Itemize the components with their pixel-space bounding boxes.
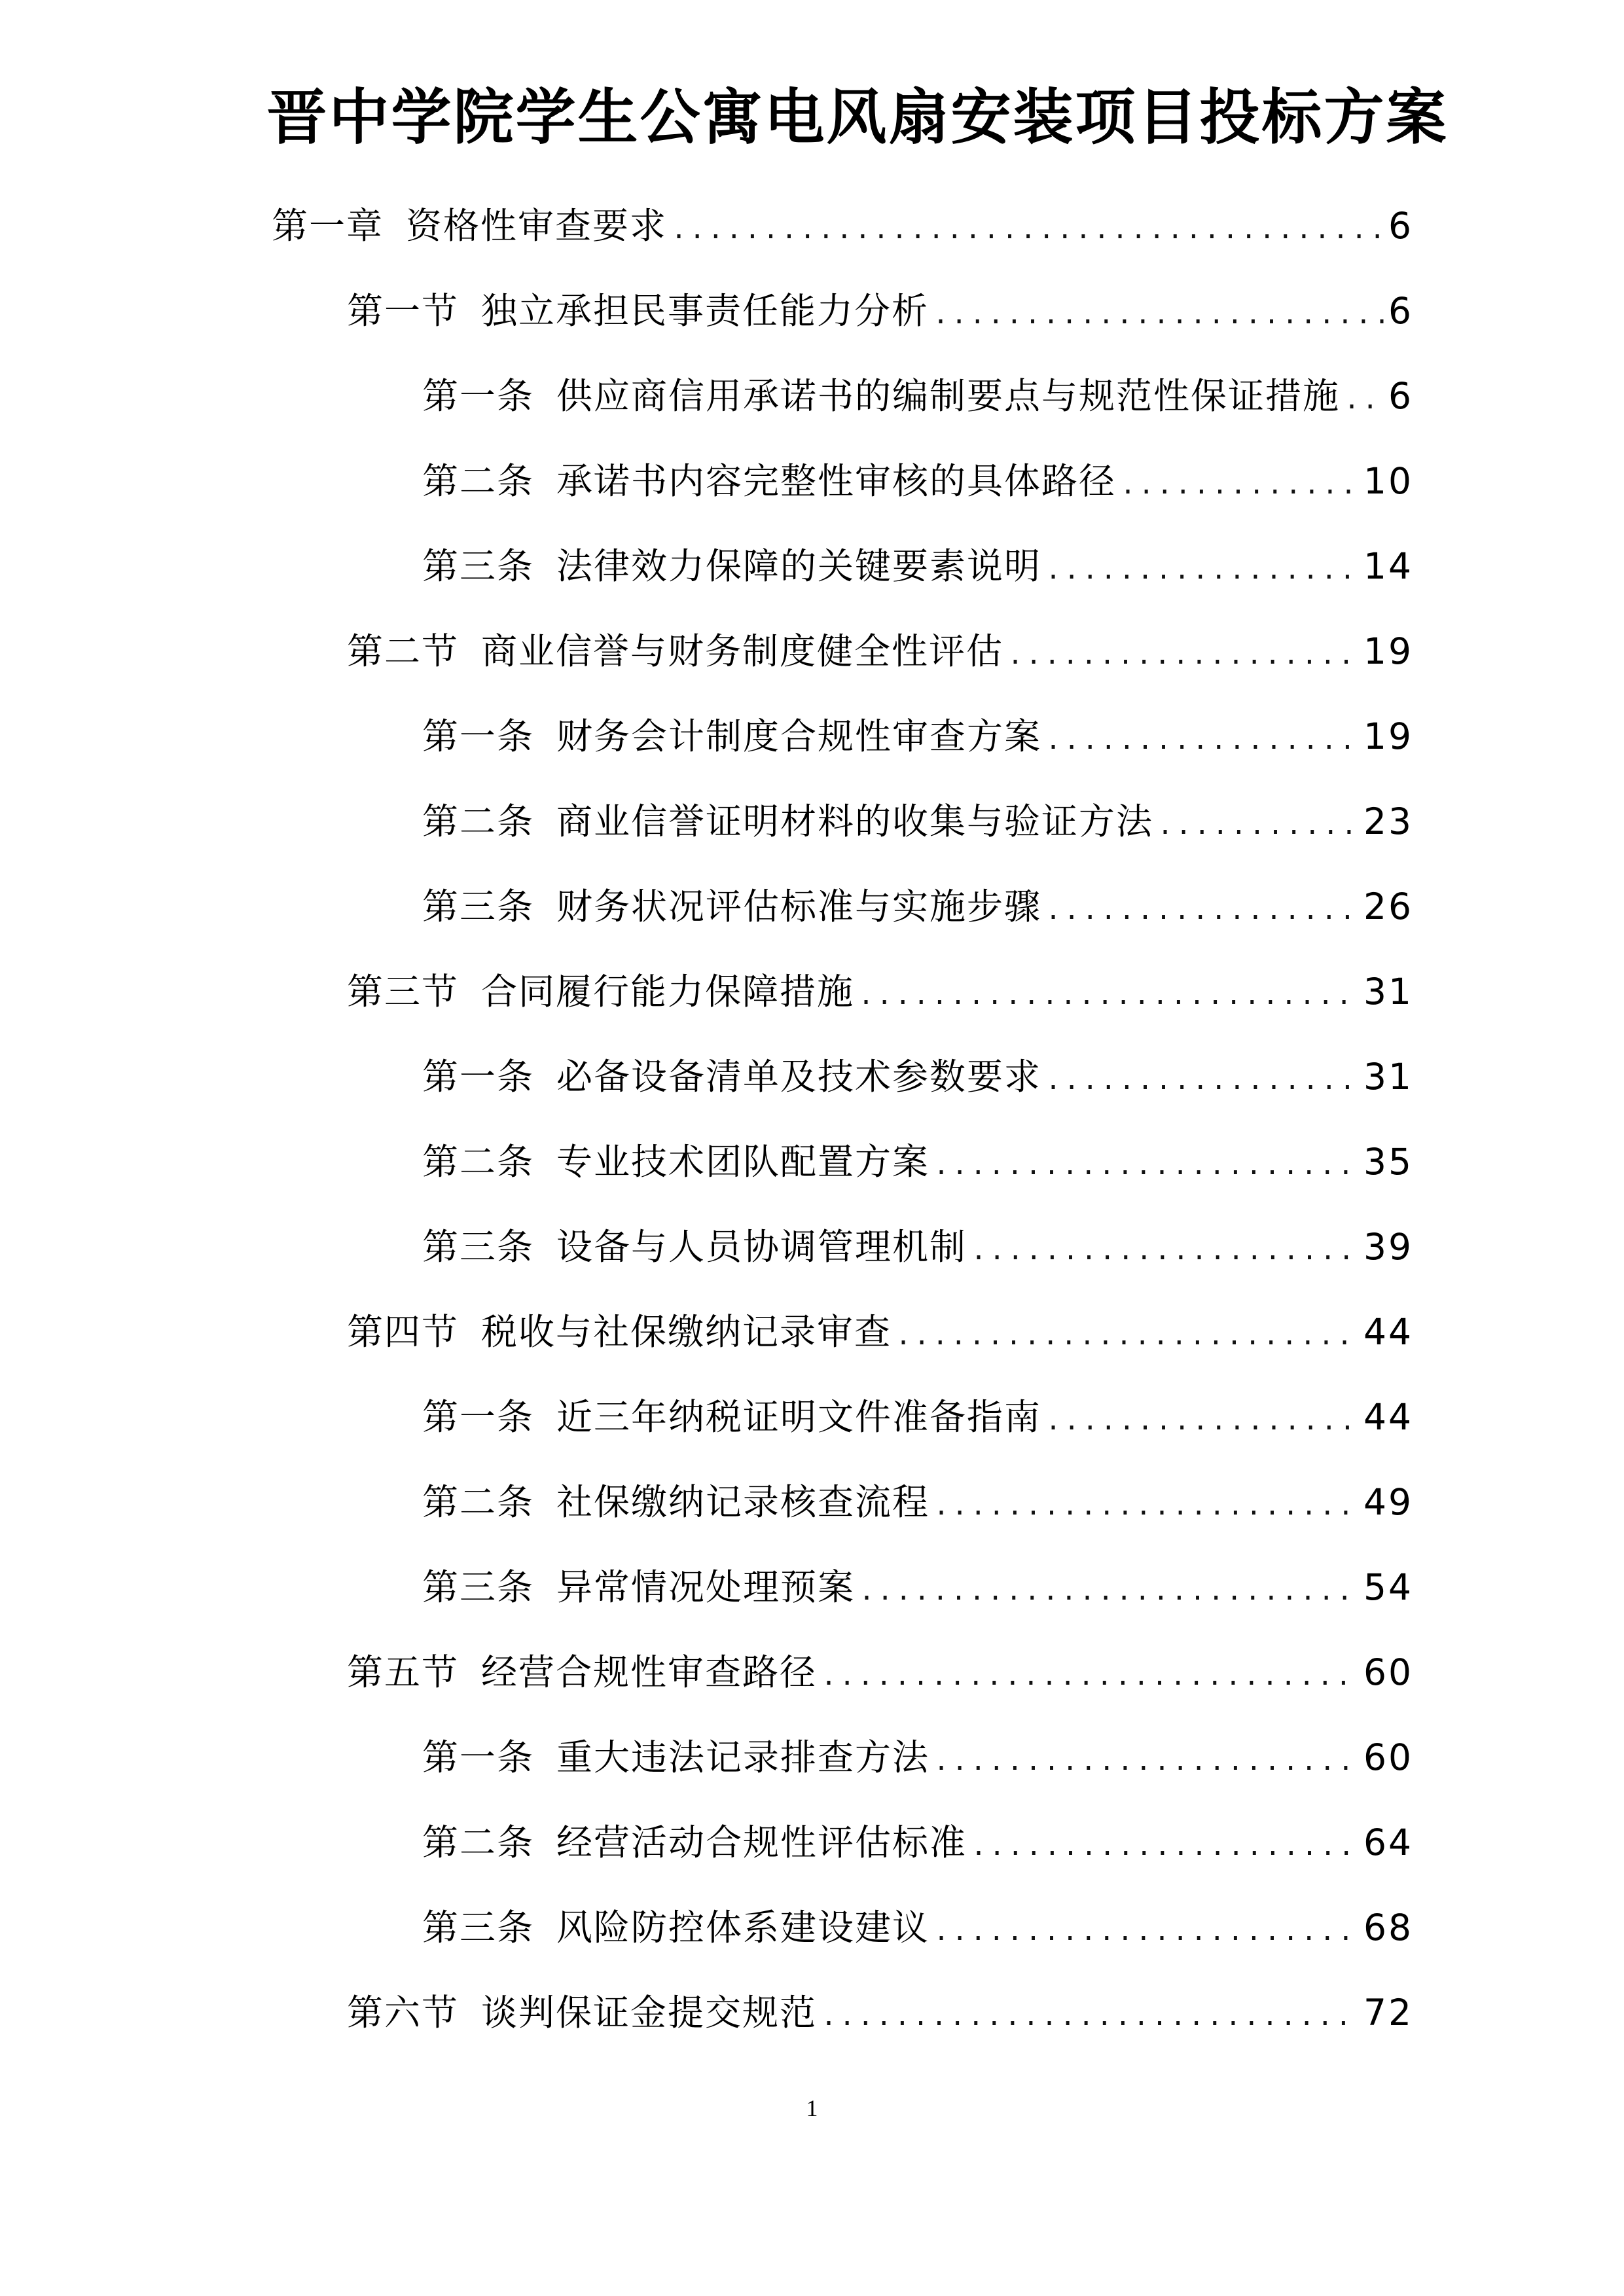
toc-dot-leader: [933, 289, 1384, 341]
toc-entry-page: 68: [1363, 1907, 1413, 1948]
toc-entry-title: 独立承担民事责任能力分析: [481, 290, 929, 332]
toc-entry-page: 6: [1388, 205, 1413, 247]
toc-entry-page: 19: [1363, 630, 1413, 672]
toc-entry-title: 风险防控体系建设建议: [556, 1907, 930, 1948]
toc-entry-page: 19: [1363, 715, 1413, 757]
toc-entry-title: 重大违法记录排查方法: [556, 1736, 930, 1778]
toc-entry[interactable]: [422, 1561, 1413, 1613]
toc-entry[interactable]: [422, 1136, 1413, 1188]
toc-entry-title: 税收与社保缴纳记录审查: [481, 1311, 892, 1353]
toc-dot-leader: [933, 1735, 1360, 1787]
toc-dot-leader: [1157, 799, 1360, 852]
toc-entry-page: 60: [1363, 1736, 1413, 1778]
toc-entry-page: 23: [1363, 800, 1413, 842]
toc-entry-number: 第二条: [422, 1481, 535, 1523]
toc-dot-leader: [1045, 544, 1360, 596]
toc-entry-title: 财务状况评估标准与实施步骤: [556, 886, 1042, 927]
toc-entry-number: 第一节: [347, 290, 460, 332]
toc-entry-page: 72: [1363, 1992, 1413, 2034]
toc-entry-title: 经营合规性审查路径: [481, 1651, 818, 1693]
toc-entry-page: 31: [1363, 971, 1413, 1013]
toc-entry-title: 专业技术团队配置方案: [556, 1141, 930, 1183]
toc-entry-page: 64: [1363, 1821, 1413, 1863]
toc-entry[interactable]: [347, 285, 1413, 337]
toc-entry-title: 商业信誉与财务制度健全性评估: [481, 630, 1004, 672]
toc-entry-page: 31: [1363, 1056, 1413, 1098]
toc-entry-number: 第四节: [347, 1311, 460, 1353]
toc-entry-title: 法律效力保障的关键要素说明: [556, 545, 1042, 587]
toc-entry[interactable]: [422, 710, 1413, 762]
toc-entry-page: 44: [1363, 1311, 1413, 1353]
toc-dot-leader: [933, 1905, 1360, 1958]
toc-entry[interactable]: [422, 1731, 1413, 1784]
toc-entry-number: 第三条: [422, 1566, 535, 1608]
toc-entry-number: 第一条: [422, 1056, 535, 1098]
toc-entry[interactable]: [422, 1391, 1413, 1443]
toc-dot-leader: [1045, 884, 1360, 937]
toc-entry[interactable]: [422, 1901, 1413, 1954]
toc-dot-leader: [858, 969, 1360, 1022]
toc-entry-page: 49: [1363, 1481, 1413, 1523]
toc-entry-page: 6: [1388, 290, 1413, 332]
toc-entry-page: 6: [1388, 375, 1413, 417]
toc-entry-page: 35: [1363, 1141, 1413, 1183]
toc-entry[interactable]: [422, 1050, 1413, 1103]
toc-entry-page: 39: [1363, 1226, 1413, 1268]
toc-dot-leader: [933, 1480, 1360, 1532]
toc-dot-leader: [933, 1139, 1360, 1192]
toc-dot-leader: [1120, 459, 1360, 511]
toc-entry-number: 第六节: [347, 1992, 460, 2034]
toc-entry-page: 44: [1363, 1396, 1413, 1438]
toc-entry[interactable]: [347, 1986, 1413, 2039]
toc-entry-title: 近三年纳税证明文件准备指南: [556, 1396, 1042, 1438]
toc-dot-leader: [821, 1650, 1360, 1702]
document-title: 晋中学院学生公寓电风扇安装项目投标方案: [266, 82, 1449, 152]
toc-entry-number: 第三条: [422, 545, 535, 587]
toc-entry-title: 社保缴纳记录核查流程: [556, 1481, 930, 1523]
toc-entry[interactable]: [422, 1816, 1413, 1869]
toc-entry-number: 第一条: [422, 1736, 535, 1778]
toc-dot-leader: [1045, 714, 1360, 766]
toc-entry-title: 供应商信用承诺书的编制要点与规范性保证措施: [556, 375, 1341, 417]
toc-dot-leader: [971, 1820, 1360, 1873]
toc-entry[interactable]: [347, 625, 1413, 677]
toc-entry-title: 资格性审查要求: [406, 205, 668, 247]
toc-entry[interactable]: [347, 1306, 1413, 1358]
toc-entry-number: 第二条: [422, 1821, 535, 1863]
toc-dot-leader: [671, 204, 1384, 256]
toc-entry-number: 第二节: [347, 630, 460, 672]
toc-entry-title: 合同履行能力保障措施: [481, 971, 855, 1013]
toc-dot-leader: [1045, 1054, 1360, 1107]
toc-entry-number: 第一条: [422, 715, 535, 757]
toc-dot-leader: [859, 1565, 1360, 1617]
toc-entry-title: 谈判保证金提交规范: [481, 1992, 818, 2034]
toc-entry[interactable]: [422, 455, 1413, 507]
toc-entry-page: 10: [1363, 460, 1413, 502]
toc-entry-number: 第三节: [347, 971, 460, 1013]
toc-entry-page: 60: [1363, 1651, 1413, 1693]
toc-dot-leader: [895, 1310, 1360, 1362]
toc-entry-page: 54: [1363, 1566, 1413, 1608]
toc-entry[interactable]: [422, 880, 1413, 933]
toc-entry-number: 第三条: [422, 1907, 535, 1948]
toc-entry-number: 第二条: [422, 460, 535, 502]
toc-entry-number: 第三条: [422, 1226, 535, 1268]
toc-entry[interactable]: [422, 795, 1413, 848]
toc-entry-title: 商业信誉证明材料的收集与验证方法: [556, 800, 1154, 842]
toc-entry[interactable]: [347, 1646, 1413, 1698]
toc-entry-page: 26: [1363, 886, 1413, 927]
toc-dot-leader: [1344, 374, 1384, 426]
toc-entry-title: 财务会计制度合规性审查方案: [556, 715, 1042, 757]
toc-entry-number: 第二条: [422, 800, 535, 842]
toc-entry-number: 第一章: [272, 205, 384, 247]
toc-entry-number: 第五节: [347, 1651, 460, 1693]
toc-entry[interactable]: [422, 1221, 1413, 1273]
toc-entry[interactable]: [347, 965, 1413, 1018]
toc-entry-title: 必备设备清单及技术参数要求: [556, 1056, 1042, 1098]
toc-entry-title: 设备与人员协调管理机制: [556, 1226, 967, 1268]
toc-entry-number: 第二条: [422, 1141, 535, 1183]
toc-dot-leader: [1007, 629, 1360, 681]
toc-dot-leader: [821, 1990, 1360, 2043]
toc-dot-leader: [1045, 1395, 1360, 1447]
toc-entry-number: 第一条: [422, 1396, 535, 1438]
toc-entry-title: 承诺书内容完整性审核的具体路径: [556, 460, 1117, 502]
toc-entry-number: 第三条: [422, 886, 535, 927]
toc-entry-title: 经营活动合规性评估标准: [556, 1821, 967, 1863]
toc-dot-leader: [971, 1225, 1360, 1277]
toc-entry[interactable]: [272, 200, 1413, 252]
page-number: 1: [806, 2095, 818, 2121]
toc-entry[interactable]: [422, 370, 1413, 422]
toc-entry-title: 异常情况处理预案: [556, 1566, 856, 1608]
toc-entry-number: 第一条: [422, 375, 535, 417]
toc-entry[interactable]: [422, 540, 1413, 592]
toc-entry-page: 14: [1363, 545, 1413, 587]
toc-entry[interactable]: [422, 1476, 1413, 1528]
